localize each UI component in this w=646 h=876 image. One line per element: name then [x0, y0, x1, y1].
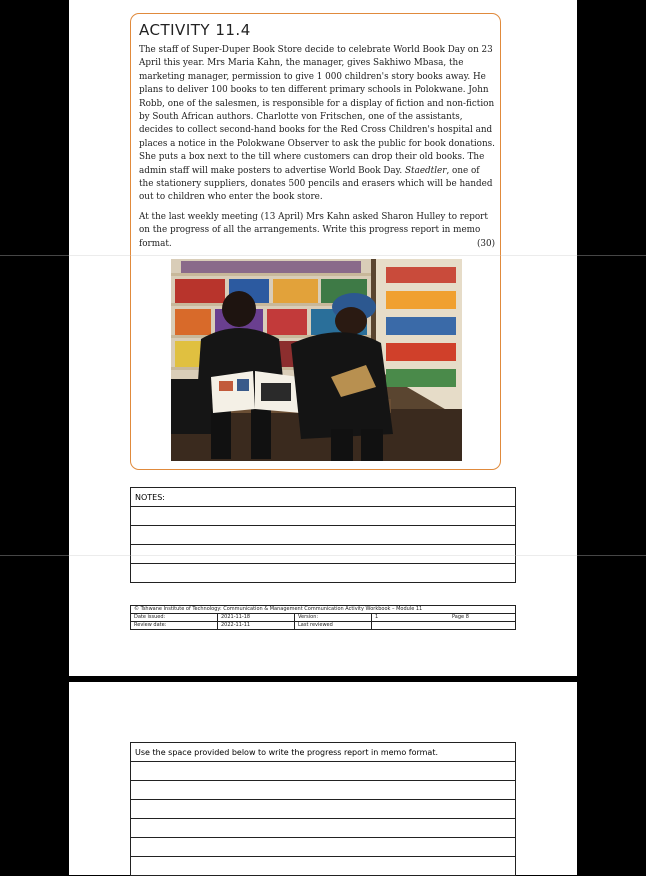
report-table	[130, 742, 516, 876]
report-instruction: Use the space provided below to write the progress report in memo format.	[131, 743, 516, 762]
report-line[interactable]	[131, 781, 516, 800]
page-footer	[130, 605, 516, 630]
activity-box	[130, 13, 501, 470]
report-line[interactable]	[131, 762, 516, 781]
footer-date-issued-label: Date issued:	[131, 614, 218, 622]
report-line[interactable]	[131, 819, 516, 838]
notes-table	[130, 487, 516, 583]
photo-students-reading	[171, 259, 462, 461]
paragraph-1-end: , one of the stationery suppliers, donates 500 pencils and erasers which will be handed out to children who enter the book store.	[139, 165, 493, 203]
footer-empty	[372, 622, 516, 630]
open-book	[211, 371, 301, 413]
photo-illustration	[171, 259, 462, 461]
activity-title: ACTIVITY 11.4	[139, 21, 251, 39]
notes-line[interactable]	[131, 564, 516, 583]
marks-total: (30)	[476, 238, 495, 249]
workbook-page-9	[69, 682, 577, 875]
notes-line[interactable]	[131, 507, 516, 526]
notes-line[interactable]	[131, 526, 516, 545]
footer-review-label: Review date:	[131, 622, 218, 630]
paragraph-2-text: At the last weekly meeting (13 April) Mrs Kahn asked Sharon Hulley to report on the progress of all the arrangements. Write this progress report in memo format.	[139, 211, 488, 249]
footer-review-date: 2022-11-11	[218, 622, 295, 630]
report-line[interactable]	[131, 800, 516, 819]
notes-label: NOTES:	[131, 488, 516, 507]
activity-paragraph-1	[139, 44, 495, 205]
scan-guide-line	[0, 555, 646, 556]
footer-page: Page 8	[452, 614, 469, 620]
footer-copyright: © Tshwane Institute of Technology: Communication & Management Communication Activity Workbook – Module 11	[131, 606, 516, 614]
activity-text	[139, 44, 495, 257]
supplier-name: Staedtler	[405, 165, 447, 176]
footer-date-issued: 2021-11-18	[218, 614, 295, 622]
footer-last-reviewed-label: Last reviewed	[295, 622, 372, 630]
paragraph-1-text: The staff of Super-Duper Book Store decide to celebrate World Book Day on 23 April this year. Mrs Maria Kahn, the manager, gives Sakhiwo Mbasa, the marketing manager, permission to give 1 000 children's story books away. He plans to deliver 100 books to ten different primary schools in Polokwane. John Robb, one of the salesmen, is responsible for a display of fiction and non-fiction by South African authors. Charlotte von Fritschen, one of the assistants, decides to collect second-hand books for the Red Cross Children's hospital and places a notice in the Polokwane Observer to ask the public for book donations. She puts a box next to the till where customers can drop their old books. The admin staff will make posters to advertise World Book Day.	[139, 45, 495, 176]
footer-version-label: Version:	[295, 614, 372, 622]
notes-line[interactable]	[131, 545, 516, 564]
footer-version-page	[372, 614, 516, 622]
activity-paragraph-2	[139, 211, 495, 251]
footer-version: 1	[375, 614, 379, 620]
report-line[interactable]	[131, 857, 516, 876]
workbook-page-8	[69, 0, 577, 676]
report-line[interactable]	[131, 838, 516, 857]
scan-guide-line	[0, 255, 646, 256]
